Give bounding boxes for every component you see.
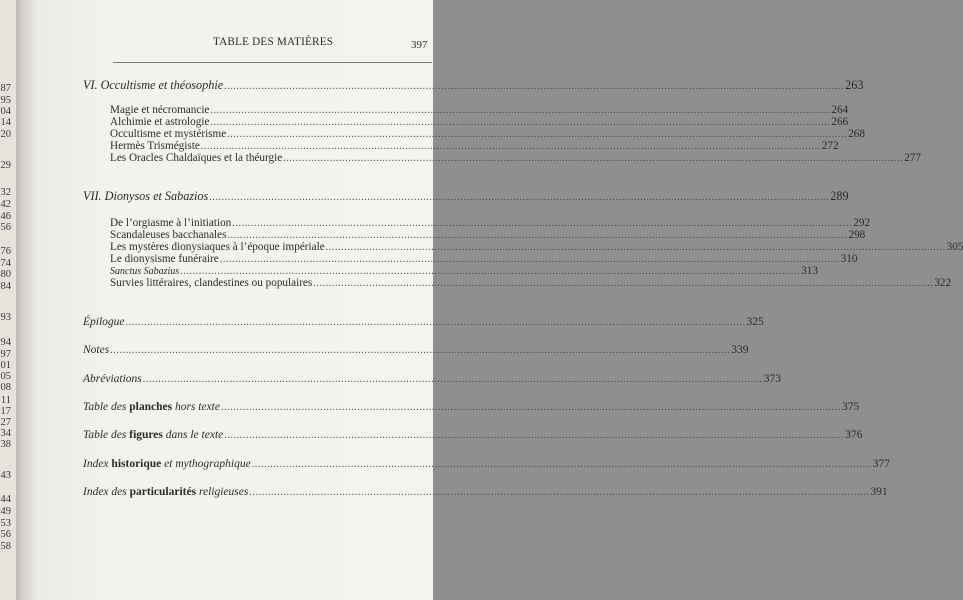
toc-title: Occultisme et mystérisme [110, 128, 227, 140]
toc-title: Abréviations [83, 373, 142, 385]
toc-page-number: 310 [840, 253, 858, 265]
facing-page-number: 17 [0, 406, 11, 417]
facing-page-number: 14 [0, 117, 11, 128]
toc-title: Les mystères dionysiaques à l’époque impériale [110, 241, 325, 253]
facing-page-number: 20 [0, 129, 11, 140]
toc-title: VII. Dionysos et Sabazios [83, 189, 209, 203]
dot-leader: ........................................................................................................................................................................................................ [325, 242, 946, 253]
toc-subentry [110, 253, 858, 265]
toc-subentry [110, 217, 871, 229]
facing-page-number: 94 [0, 337, 11, 348]
toc-subentry [110, 128, 865, 140]
toc-subentry [110, 229, 866, 241]
facing-page-number: 29 [0, 160, 11, 171]
facing-page-number: 34 [0, 428, 11, 439]
toc-title: Sanctus Sabazius [110, 266, 180, 277]
toc-page-number: 263 [845, 78, 864, 92]
toc-title: Table des planches hors texte [83, 401, 220, 413]
dot-leader: ........................................................................................................................................................................................................ [200, 141, 821, 152]
dot-leader: ........................................................................................................................................................................................................ [125, 317, 746, 328]
facing-page-number: 27 [0, 417, 11, 428]
dot-leader: ........................................................................................................................................................................................................ [251, 459, 872, 470]
toc-page-number: 289 [830, 189, 849, 203]
facing-page-number: 87 [0, 83, 11, 94]
facing-page-number: 42 [0, 199, 11, 210]
facing-page-number: 84 [0, 281, 11, 292]
facing-page-number: 44 [0, 494, 11, 505]
toc-page-number: 339 [731, 344, 749, 356]
facing-page-number: 93 [0, 312, 11, 323]
facing-page-number: 58 [0, 541, 11, 552]
toc-page-number: 292 [853, 217, 871, 229]
facing-page-number: 80 [0, 269, 11, 280]
toc-title: Survies littéraires, clandestines ou populaires [110, 277, 313, 289]
dot-leader: ........................................................................................................................................................................................................ [283, 153, 904, 164]
running-head: TABLE DES MATIÈRES [213, 36, 334, 48]
toc-page-number: 305 [946, 241, 963, 253]
toc-page-number: 272 [821, 140, 839, 152]
facing-page-number: 74 [0, 258, 11, 269]
facing-page-number: 08 [0, 382, 11, 393]
page-number: 397 [411, 39, 428, 51]
toc-page-number: 376 [845, 429, 863, 441]
toc-title: Les Oracles Chaldaïques et la théurgie [110, 152, 283, 164]
dot-leader: ........................................................................................................................................................................................................ [232, 218, 853, 229]
facing-page-number: 97 [0, 349, 11, 360]
facing-page-number: 95 [0, 95, 11, 106]
dot-leader: ........................................................................................................................................................................................................ [227, 230, 848, 241]
toc-page-number: 375 [841, 401, 860, 413]
dot-leader: ........................................................................................................................................................................................................ [220, 402, 841, 413]
toc-title: Table des figures dans le texte [83, 429, 224, 441]
toc-subentry [110, 152, 921, 164]
toc-subentry [110, 277, 952, 289]
toc-subentry [110, 116, 849, 128]
toc-title: VI. Occultisme et théosophie [83, 78, 224, 92]
toc-section [83, 401, 860, 416]
facing-page-number: 49 [0, 506, 11, 517]
toc-subentry [110, 140, 839, 152]
toc-page-number: 325 [746, 316, 764, 328]
dot-leader: ........................................................................................................................................................................................................ [110, 345, 731, 356]
facing-page [0, 0, 16, 600]
toc-section [83, 316, 764, 331]
facing-page-number: 76 [0, 246, 11, 257]
facing-page-number: 56 [0, 529, 11, 540]
facing-page-number: 04 [0, 106, 11, 117]
dot-leader: ........................................................................................................................................................................................................ [227, 129, 848, 140]
dot-leader: ........................................................................................................................................................................................................ [180, 266, 801, 277]
toc-section [83, 486, 888, 501]
toc-page [38, 0, 963, 600]
toc-title: Index des particularités religieuses [83, 486, 249, 498]
dot-leader: ........................................................................................................................................................................................................ [224, 81, 845, 92]
toc-chapter [83, 78, 864, 93]
facing-page-number: 32 [0, 187, 11, 198]
toc-section [83, 344, 749, 359]
toc-page-number: 313 [801, 265, 818, 277]
toc-section [83, 429, 863, 444]
toc-title: De l’orgiasme à l’initiation [110, 217, 232, 229]
facing-page-number: 05 [0, 371, 11, 382]
facing-page-number: 01 [0, 360, 11, 371]
toc-title: Épilogue [83, 316, 125, 328]
header-rule [113, 62, 432, 63]
dot-leader: ........................................................................................................................................................................................................ [209, 192, 830, 203]
facing-page-number: 11 [0, 395, 11, 406]
toc-page-number: 322 [934, 277, 952, 289]
dot-leader: ........................................................................................................................................................................................................ [219, 254, 840, 265]
toc-title: Magie et nécromancie [110, 104, 210, 116]
facing-page-number: 38 [0, 439, 11, 450]
toc-subentry [110, 104, 849, 116]
dot-leader: ........................................................................................................................................................................................................ [210, 117, 831, 128]
toc-title: Index historique et mythographique [83, 458, 251, 470]
toc-title: Hermès Trismégiste [110, 140, 200, 152]
dot-leader: ........................................................................................................................................................................................................ [249, 487, 870, 498]
toc-page-number: 277 [904, 152, 921, 164]
facing-page-number: 53 [0, 518, 11, 529]
toc-page-number: 377 [872, 458, 890, 470]
toc-page-number: 373 [763, 373, 782, 385]
toc-section [83, 458, 890, 473]
dot-leader: ........................................................................................................................................................................................................ [224, 430, 845, 441]
dot-leader: ........................................................................................................................................................................................................ [210, 105, 831, 116]
toc-title: Scandaleuses bacchanales [110, 229, 227, 241]
toc-chapter [83, 189, 849, 204]
dot-leader: ........................................................................................................................................................................................................ [142, 374, 763, 385]
dot-leader: ........................................................................................................................................................................................................ [313, 278, 934, 289]
facing-page-number: 56 [0, 222, 11, 233]
toc-title: Notes [83, 344, 110, 356]
toc-section [83, 373, 782, 388]
toc-page-number: 391 [870, 486, 888, 498]
toc-subentry [110, 265, 818, 277]
facing-page-number: 43 [0, 470, 11, 481]
toc-subentry [110, 241, 963, 253]
facing-page-number: 46 [0, 211, 11, 222]
toc-page-number: 268 [848, 128, 865, 140]
toc-page-number: 266 [831, 116, 849, 128]
toc-page-number: 298 [848, 229, 866, 241]
toc-title: Le dionysisme funéraire [110, 253, 219, 265]
toc-title: Alchimie et astrologie [110, 116, 210, 128]
toc-page-number: 264 [831, 104, 849, 116]
book-gutter [16, 0, 38, 600]
